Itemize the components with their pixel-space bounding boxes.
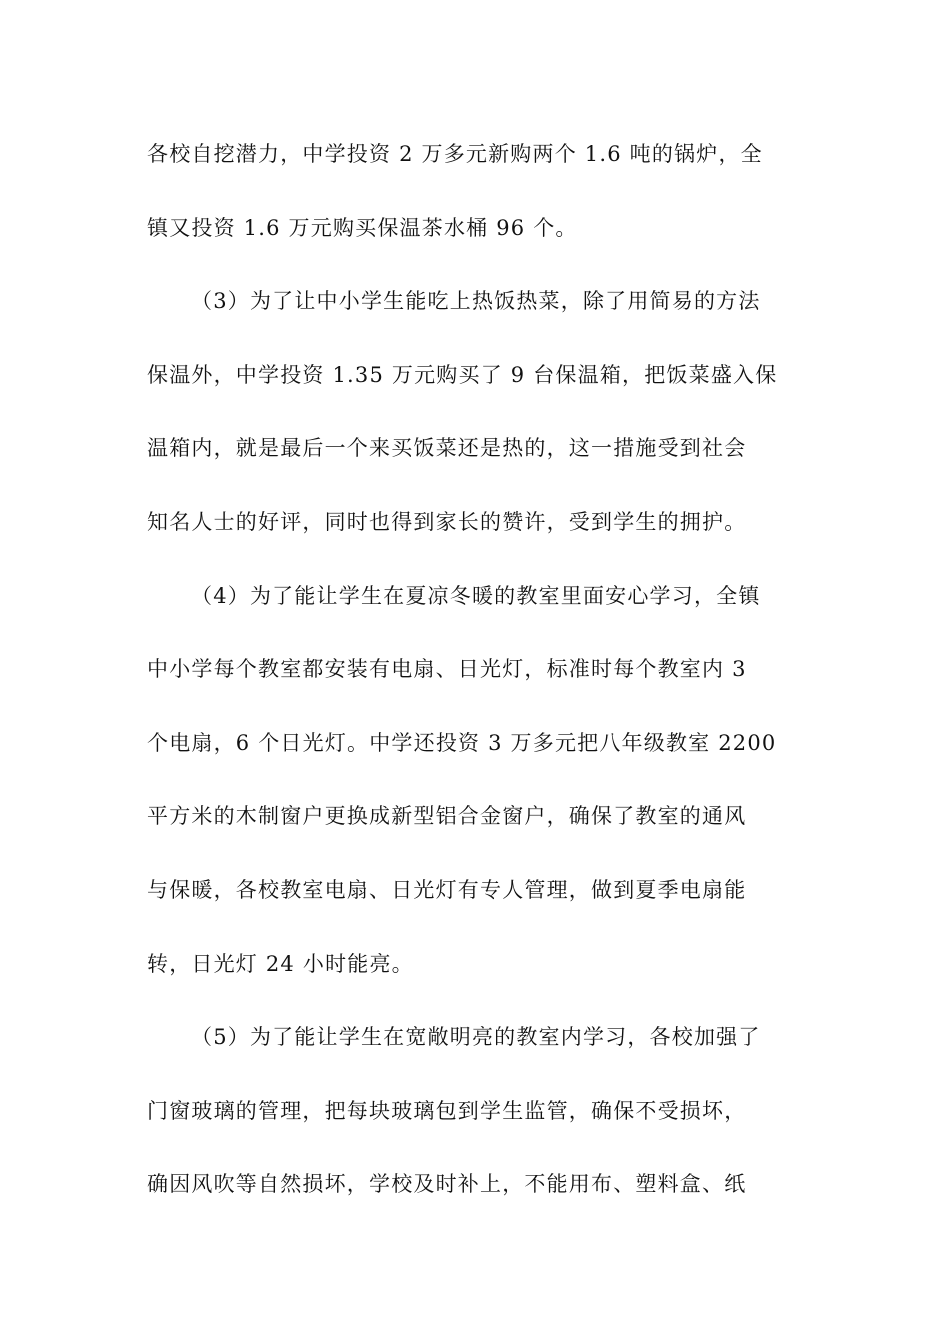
text-line: 保温外，中学投资 1.35 万元购买了 9 台保温箱，把饭菜盛入保 xyxy=(147,362,778,387)
text-line: 门窗玻璃的管理，把每块玻璃包到学生监管，确保不受损坏， xyxy=(147,1098,747,1123)
text-line: 与保暖，各校教室电扇、日光灯有专人管理，做到夏季电扇能 xyxy=(147,877,747,902)
text-line: 温箱内，就是最后一个来买饭菜还是热的，这一措施受到社会 xyxy=(147,436,747,461)
paragraph-start-line: （5）为了能让学生在宽敞明亮的教室内学习，各校加强了 xyxy=(191,1025,761,1050)
body-text xyxy=(147,129,817,1233)
paragraph-start-line: （3）为了让中小学生能吃上热饭热菜，除了用简易的方法 xyxy=(191,289,761,314)
paragraph-start-line: （4）为了能让学生在夏凉冬暖的教室里面安心学习，全镇 xyxy=(191,583,761,608)
text-line: 各校自挖潜力，中学投资 2 万多元新购两个 1.6 吨的锅炉，全 xyxy=(147,142,763,166)
text-line: 个电扇，6 个日光灯。中学还投资 3 万多元把八年级教室 2200 xyxy=(147,730,777,755)
text-line: 镇又投资 1.6 万元购买保温茶水桶 96 个。 xyxy=(147,215,578,240)
text-line: 中小学每个教室都安装有电扇、日光灯，标准时每个教室内 3 xyxy=(147,657,747,682)
text-line: 转，日光灯 24 小时能亮。 xyxy=(147,951,414,976)
text-line: 确因风吹等自然损坏，学校及时补上，不能用布、塑料盒、纸 xyxy=(147,1172,747,1197)
text-line: 知名人士的好评，同时也得到家长的赞许，受到学生的拥护。 xyxy=(147,509,747,534)
text-line: 平方米的木制窗户更换成新型铝合金窗户，确保了教室的通风 xyxy=(147,804,747,829)
